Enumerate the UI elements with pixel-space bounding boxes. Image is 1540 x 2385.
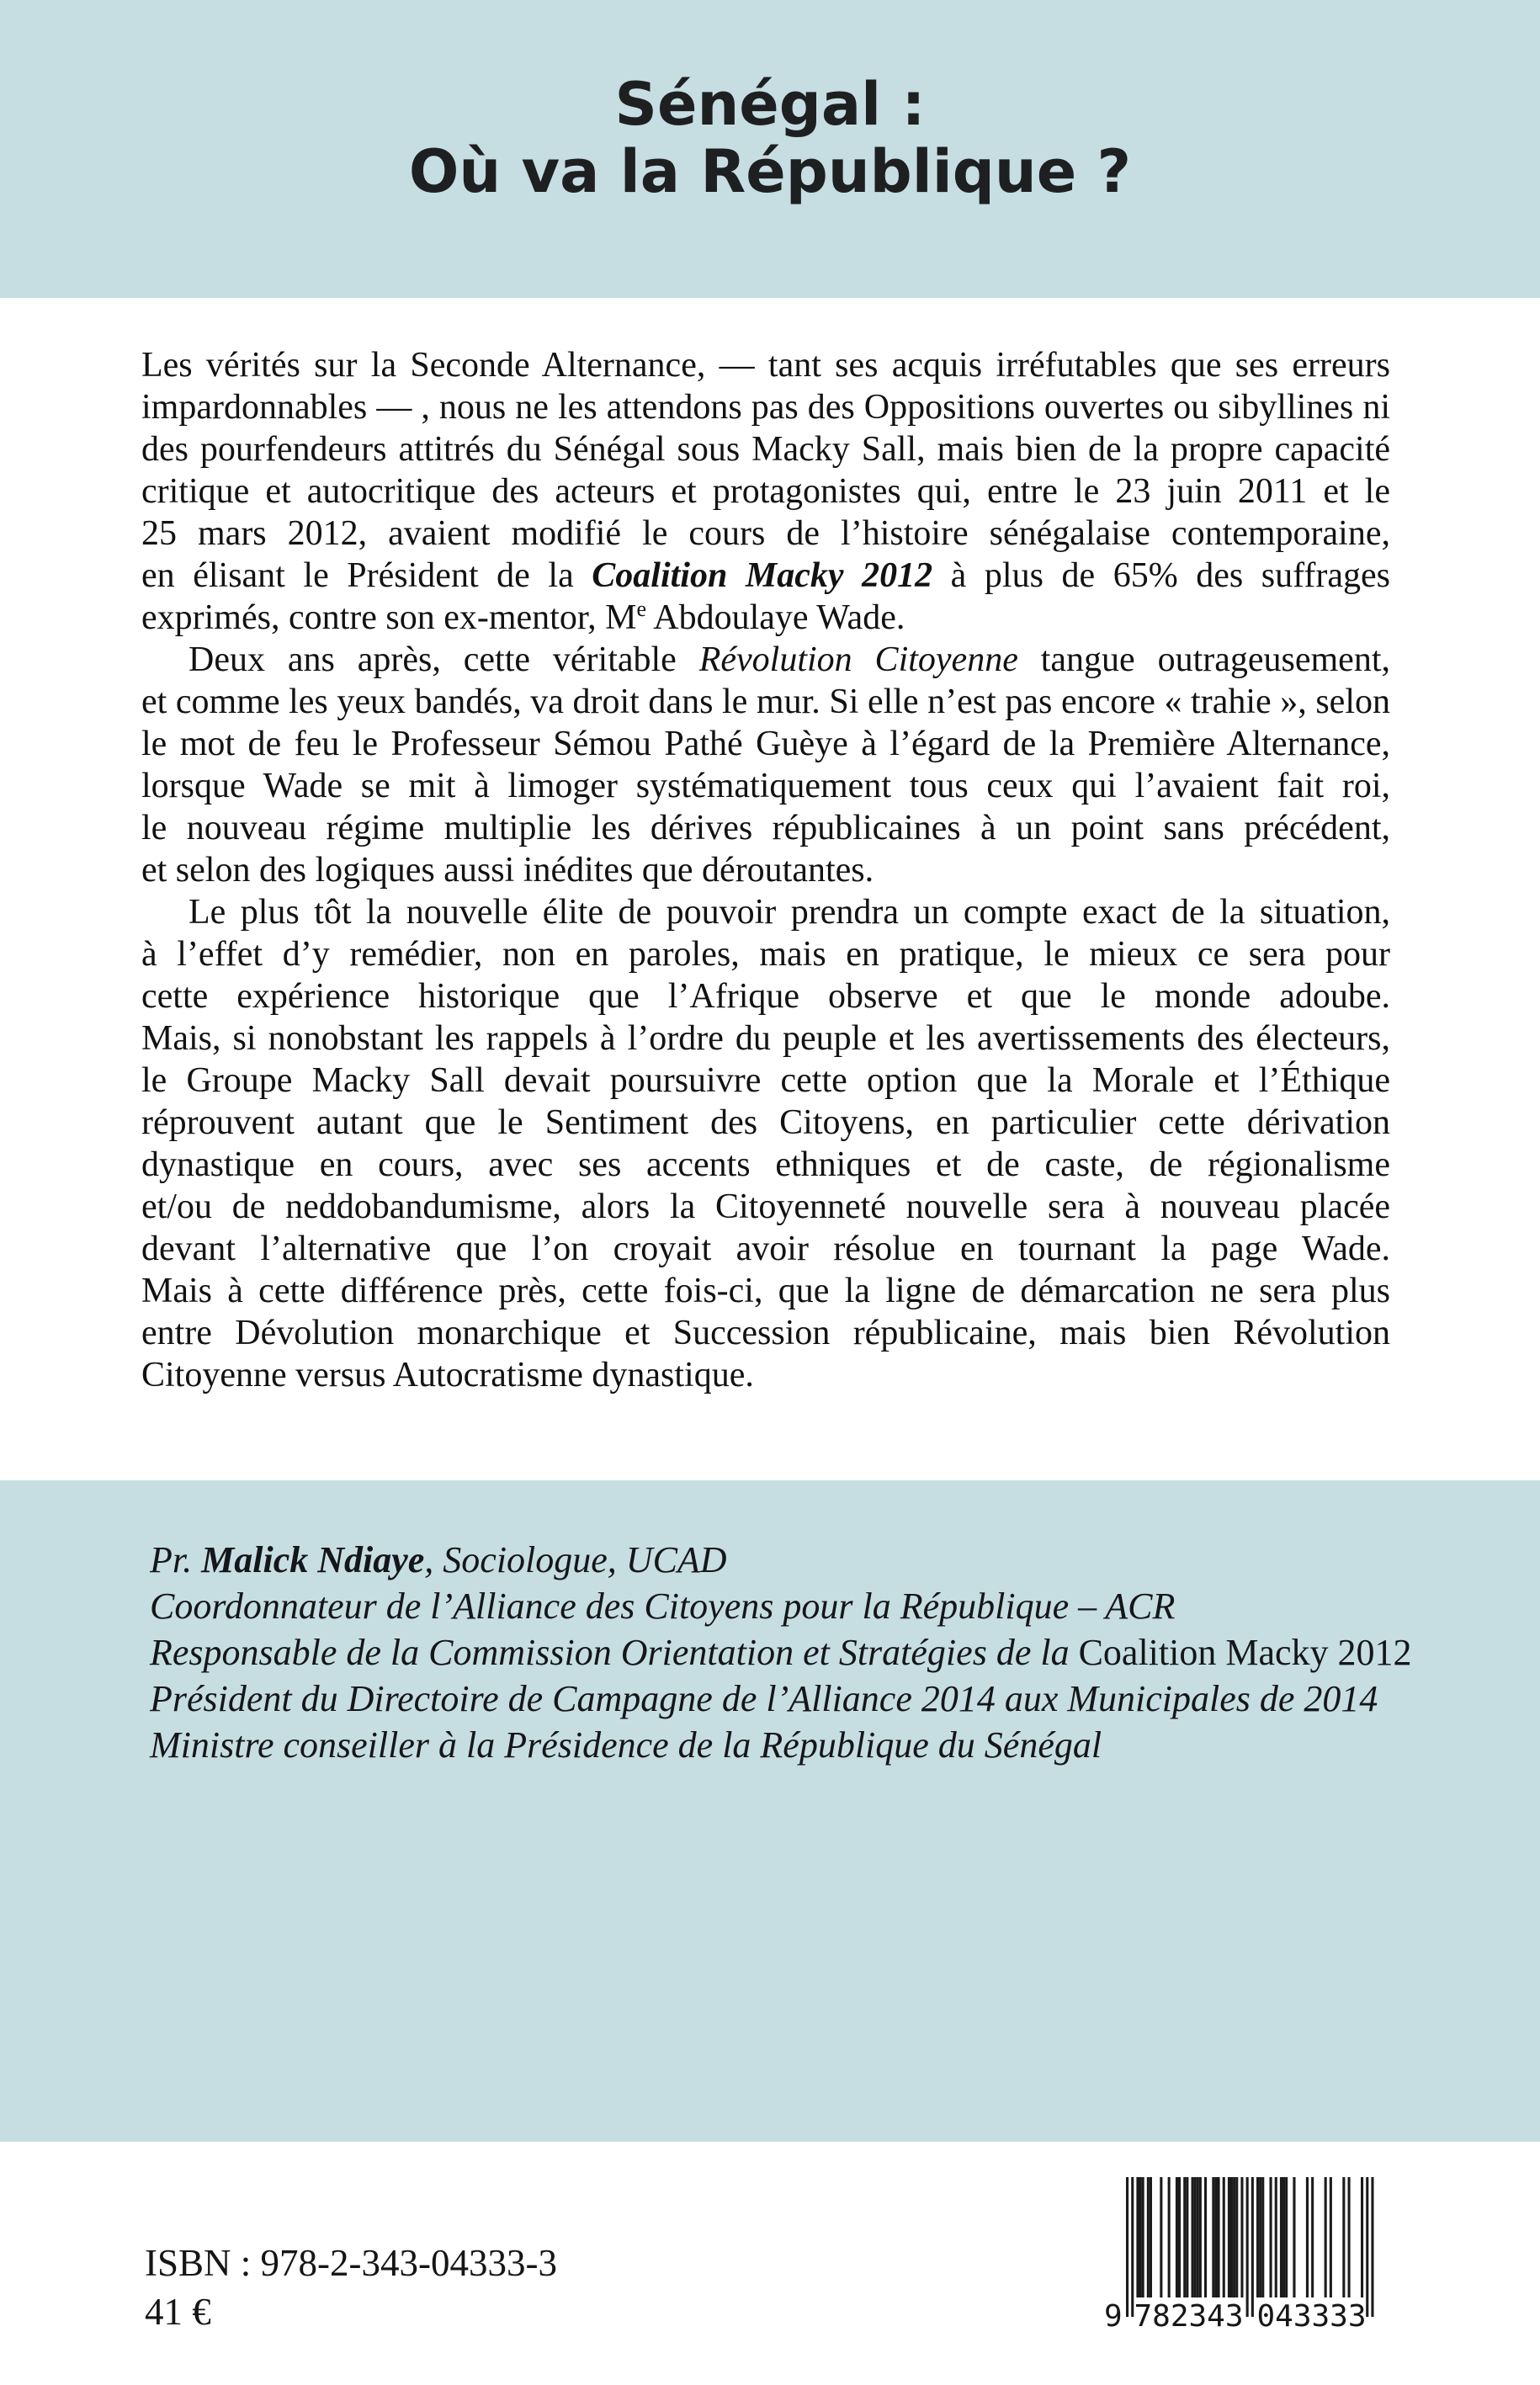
- body-line: exprimés, contre son ex-mentor, Me Abdoulaye Wade.: [141, 597, 905, 637]
- title-line-1: Sénégal :: [614, 70, 926, 139]
- author-block: [150, 1537, 1463, 1768]
- barcode-bars: [1126, 2177, 1374, 2319]
- isbn-text: ISBN : 978-2-343-04333-3: [145, 2242, 557, 2284]
- body-line: en élisant le Président de la Coalition Macky 2012 à plus de 65% des suffrages: [141, 556, 1390, 595]
- author-line: Coordonnateur de l’Alliance des Citoyens pour la République – ACR: [150, 1586, 1176, 1627]
- barcode-digits-right: 043333: [1256, 2299, 1367, 2334]
- price-text: 41 €: [145, 2291, 211, 2333]
- body-line: et/ou de neddobandumisme, alors la Citoyenneté nouvelle sera à nouveau placée: [141, 1187, 1390, 1226]
- book-title: [0, 71, 1540, 205]
- body-line: impardonnables — , nous ne les attendons pas des Oppositions ouvertes ou sibyllines ni: [141, 388, 1390, 427]
- body-line: le nouveau régime multiplie les dérives républicaines à un point sans précédent,: [141, 809, 1390, 847]
- ean13-barcode: [1104, 2177, 1394, 2341]
- body-line: Les vérités sur la Seconde Alternance, — tant ses acquis irréfutables que ses erreurs: [141, 346, 1390, 385]
- body-paragraph: [141, 891, 1390, 1396]
- body-line: Mais, si nonobstant les rappels à l’ordre du peuple et les avertissements des électeurs,: [141, 1019, 1390, 1058]
- body-line: réprouvent autant que le Sentiment des Citoyens, en particulier cette dérivation: [141, 1103, 1390, 1142]
- isbn-price-block: [145, 2239, 557, 2336]
- body-paragraph: [141, 639, 1390, 891]
- body-line: le Groupe Macky Sall devait poursuivre cette option que la Morale et l’Éthique: [141, 1061, 1390, 1100]
- body-line: entre Dévolution monarchique et Succession républicaine, mais bien Révolution: [141, 1314, 1390, 1352]
- author-line: Président du Directoire de Campagne de l’Alliance 2014 aux Municipales de 2014: [150, 1678, 1378, 1719]
- title-line-2: Où va la République ?: [408, 137, 1132, 206]
- body-line: à l’effet d’y remédier, non en paroles, mais en pratique, le mieux ce sera pour: [141, 935, 1390, 974]
- body-line: et comme les yeux bandés, va droit dans le mur. Si elle n’est pas encore « trahie », selon: [141, 683, 1390, 721]
- author-line: Ministre conseiller à la Présidence de la République du Sénégal: [150, 1724, 1102, 1766]
- body-line: Mais à cette différence près, cette fois-ci, que la ligne de démarcation ne sera plus: [141, 1272, 1390, 1310]
- author-line: Pr. Malick Ndiaye, Sociologue, UCAD: [150, 1539, 727, 1580]
- body-line: devant l’alternative que l’on croyait avoir résolue en tournant la page Wade.: [141, 1230, 1390, 1268]
- body-line: cette expérience historique que l’Afrique observe et que le monde adoube.: [141, 977, 1390, 1016]
- body-line: dynastique en cours, avec ses accents ethniques et de caste, de régionalisme: [141, 1145, 1390, 1184]
- body-line: critique et autocritique des acteurs et protagonistes qui, entre le 23 juin 2011 et le: [141, 472, 1390, 511]
- body-line: lorsque Wade se mit à limoger systématiquement tous ceux qui l’avaient fait roi,: [141, 767, 1390, 805]
- author-line: Responsable de la Commission Orientation et Stratégies de la Coalition Macky 2012: [150, 1632, 1412, 1673]
- body-line: et selon des logiques aussi inédites que déroutantes.: [141, 851, 874, 890]
- barcode-digit-first: 9: [1104, 2299, 1123, 2334]
- body-line: Deux ans après, cette véritable Révolution Citoyenne tangue outrageusement,: [189, 640, 1390, 679]
- body-line: le mot de feu le Professeur Sémou Pathé Guèye à l’égard de la Première Alternance,: [141, 725, 1390, 763]
- body-line: des pourfendeurs attitrés du Sénégal sous Macky Sall, mais bien de la propre capacité: [141, 430, 1390, 469]
- body-line: Le plus tôt la nouvelle élite de pouvoir prendra un compte exact de la situation,: [189, 893, 1390, 932]
- synopsis-text: [141, 344, 1390, 1396]
- barcode-digits-left: 782343: [1134, 2299, 1244, 2334]
- body-line: Citoyenne versus Autocratisme dynastique.: [141, 1356, 754, 1394]
- body-paragraph: [141, 344, 1390, 639]
- body-line: 25 mars 2012, avaient modifié le cours de l’histoire sénégalaise contemporaine,: [141, 514, 1390, 553]
